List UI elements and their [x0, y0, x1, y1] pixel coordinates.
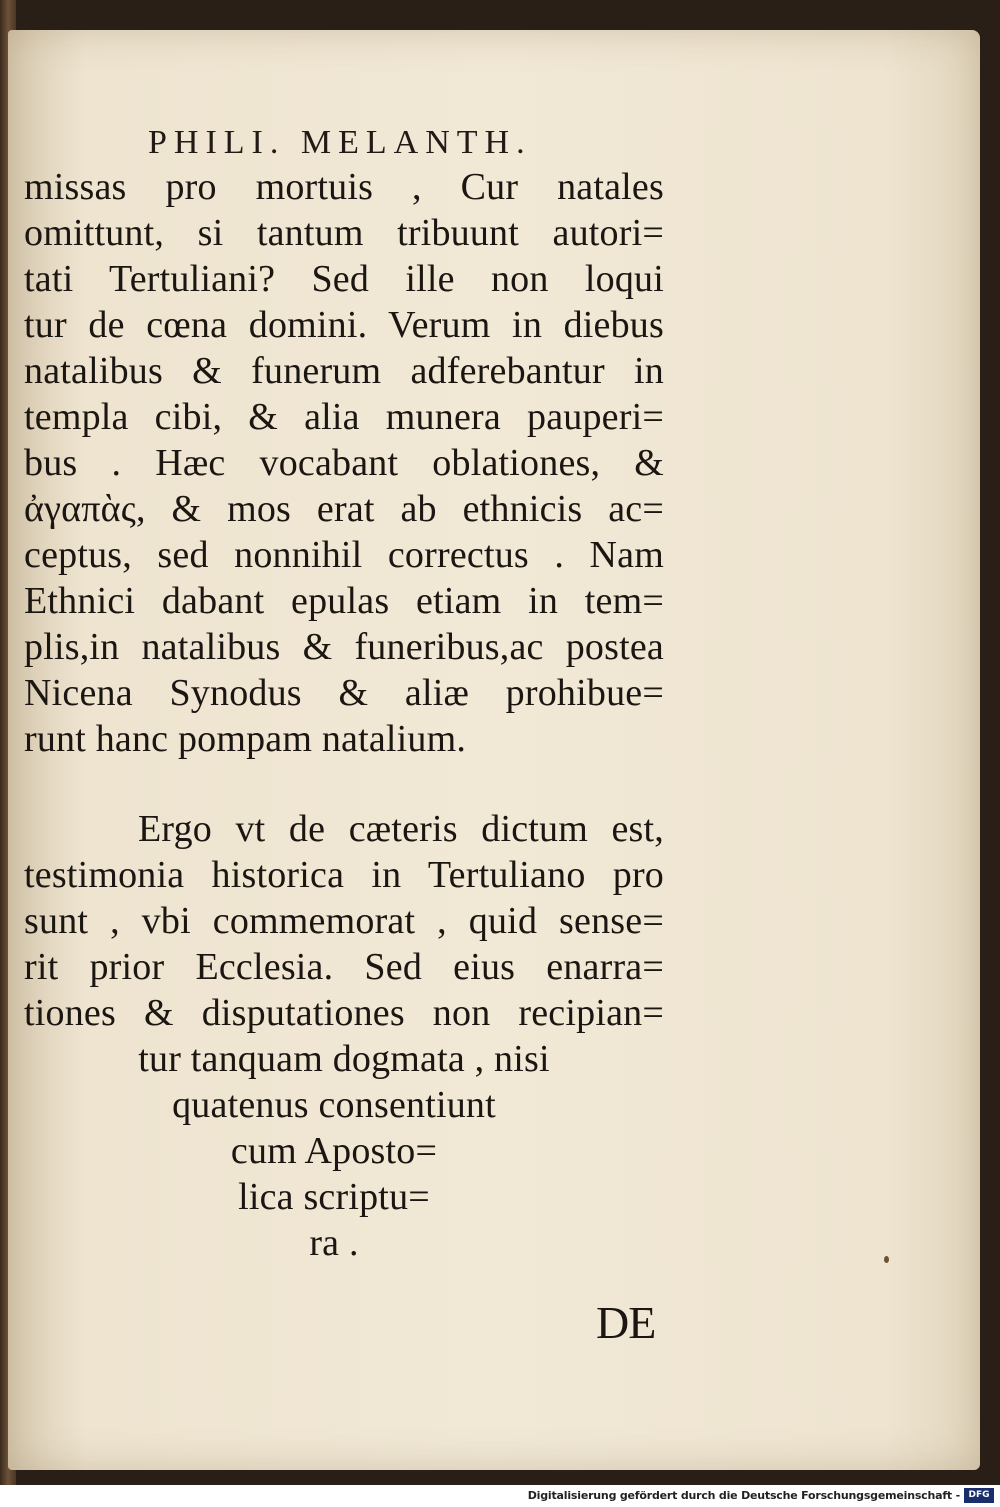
- text-line: runt hanc pompam natalium.: [24, 718, 467, 760]
- text-line: templa cibi, & alia munera pauperi=: [24, 396, 664, 438]
- catchword: DE: [596, 1297, 656, 1348]
- text-line: quatenus consentiunt: [172, 1084, 496, 1126]
- text-line: tati Tertuliani? Sed ille non loqui: [24, 258, 664, 300]
- text-line: ceptus, sed nonnihil correctus . Nam: [24, 534, 664, 576]
- running-title: PHILI. MELANTH.: [148, 124, 532, 161]
- text-line: Nicena Synodus & aliæ prohibue=: [24, 672, 664, 714]
- text-line: ἀγαπὰς, & mos erat ab ethnicis ac=: [24, 488, 664, 530]
- paper-speck: [884, 1256, 889, 1263]
- text-line: tur tanquam dogmata , nisi: [138, 1038, 550, 1080]
- text-line: omittunt, si tantum tribuunt autori=: [24, 212, 664, 254]
- digitization-credit: Digitalisierung gefördert durch die Deutsche Forschungsgemeinschaft -: [527, 1489, 960, 1502]
- text-line: plis,in natalibus & funeribus,ac postea: [24, 626, 664, 668]
- text-line: lica scriptu=: [238, 1176, 430, 1218]
- text-line: Ethnici dabant epulas etiam in tem=: [24, 580, 664, 622]
- text-line: Ergo vt de cæteris dictum est,: [138, 808, 664, 850]
- text-line: natalibus & funerum adferebantur in: [24, 350, 664, 392]
- dfg-logo: DFG: [964, 1488, 994, 1503]
- text-line: missas pro mortuis , Cur natales: [24, 166, 664, 208]
- text-line: cum Aposto=: [230, 1130, 438, 1172]
- book-page: [8, 30, 980, 1470]
- text-line: sunt , vbi commemorat , quid sense=: [24, 900, 664, 942]
- text-line: tur de cœna domini. Verum in diebus: [24, 304, 664, 346]
- text-line: testimonia historica in Tertuliano pro: [24, 854, 664, 896]
- text-line: bus . Hæc vocabant oblationes, &: [24, 442, 664, 484]
- text-line: ra .: [309, 1222, 359, 1264]
- text-line: rit prior Ecclesia. Sed eius enarra=: [24, 946, 664, 988]
- text-line: tiones & disputationes non recipian=: [24, 992, 664, 1034]
